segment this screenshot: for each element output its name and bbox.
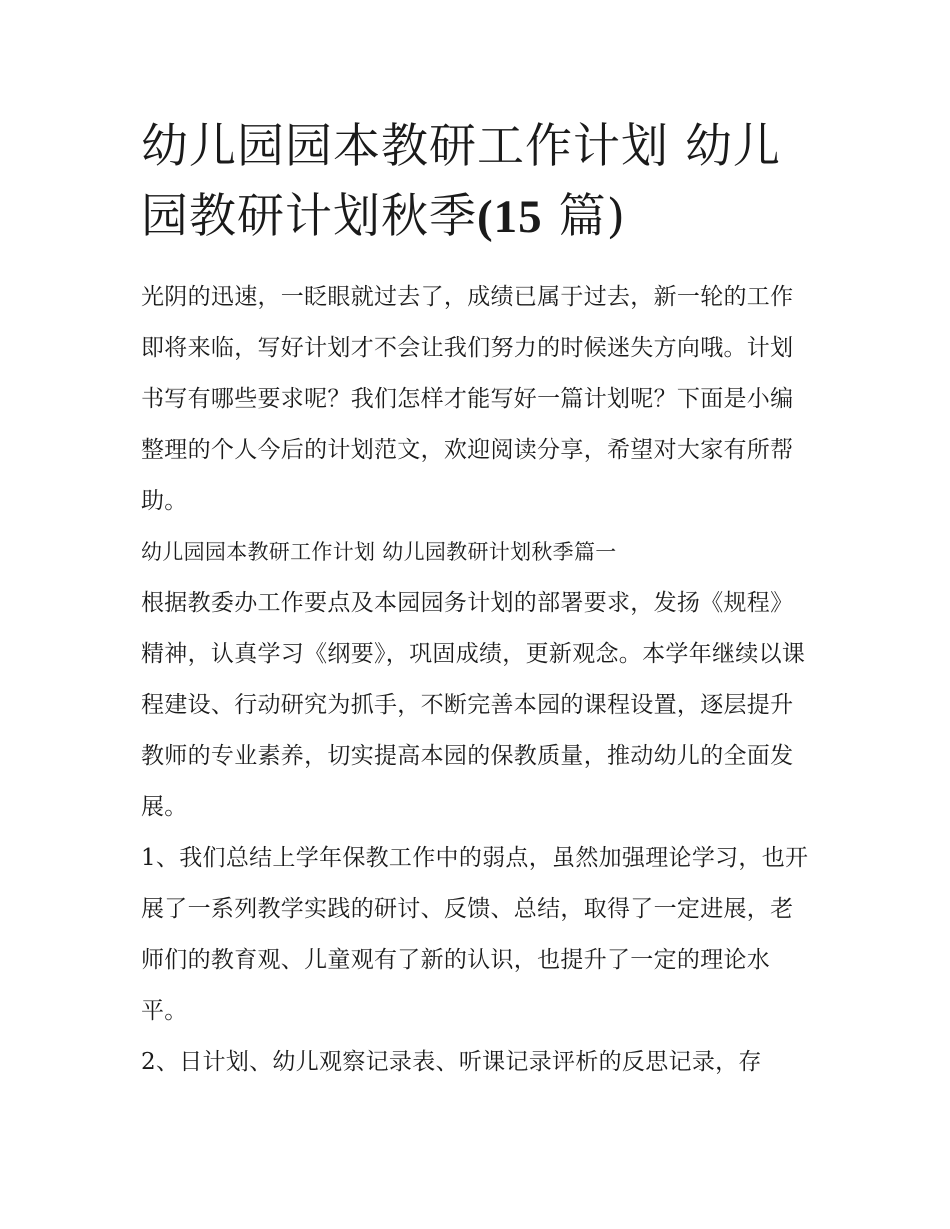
body-paragraph: 根据教委办工作要点及本园园务计划的部署要求，发扬《规程》精神，认真学习《纲要》，巩固成绩，更新观念。本学年继续以课程建设、行动研究为抓手，不断完善本园的课程设置，逐层提升教师的专业素养，切实提高本园的保教质量，推动幼儿的全面发展。 (141, 590, 806, 820)
document-body (141, 272, 813, 1088)
section-heading: 幼儿园园本教研工作计划 幼儿园教研计划秋季篇一 (141, 540, 617, 564)
list-item-2: 2、日计划、幼儿观察记录表、听课记录评析的反思记录，存 (141, 1049, 762, 1075)
document-title (141, 112, 813, 252)
title-line-2-prefix: 园教研计划秋季 (141, 189, 477, 244)
document-page (141, 112, 813, 1088)
title-line-2-number: (15 (477, 191, 543, 243)
list-item-1: 1、我们总结上学年保教工作中的弱点，虽然加强理论学习，也开展了一系列教学实践的研讨、反馈、总结，取得了一定进展，老师们的教育观、儿童观有了新的认识，也提升了一定的理论水平。 (141, 845, 809, 1024)
title-line-1: 幼儿园园本教研工作计划 幼儿 (141, 119, 781, 174)
title-line-2-suffix: 篇) (542, 189, 626, 244)
intro-paragraph: 光阴的迅速，一眨眼就过去了，成绩已属于过去，新一轮的工作即将来临，写好计划才不会让我们努力的时候迷失方向哦。计划书写有哪些要求呢？我们怎样才能写好一篇计划呢？下面是小编整理的个人今后的计划范文，欢迎阅读分享，希望对大家有所帮助。 (141, 284, 794, 514)
